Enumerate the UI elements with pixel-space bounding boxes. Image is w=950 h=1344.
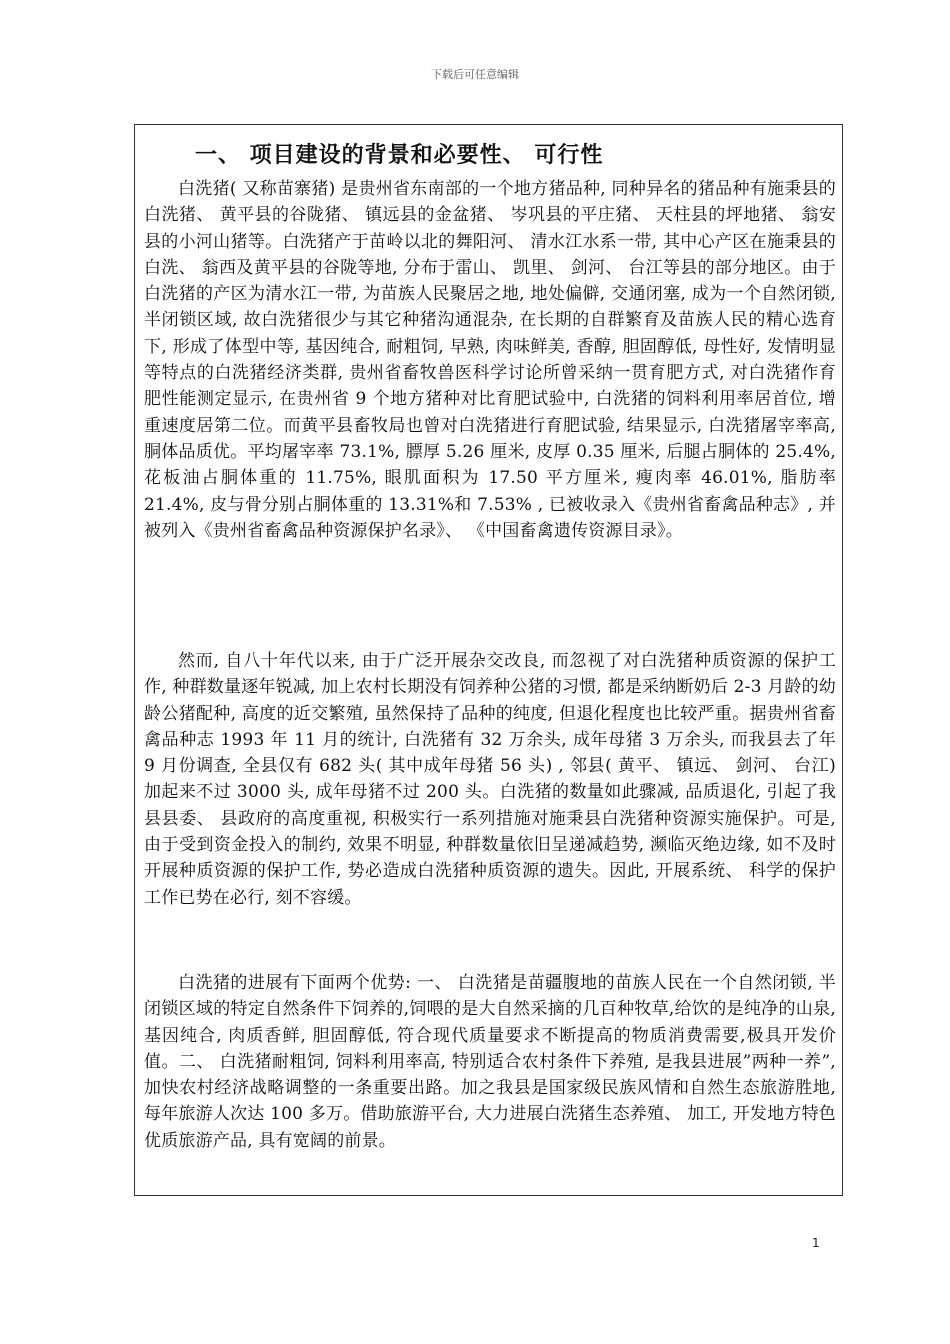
paragraph-background: 白洗猪( 又称苗寨猪) 是贵州省东南部的一个地方猪品种, 同种异名的猪品种有施秉县的白洗猪、 黄平县的谷陇猪、 镇远县的金盆猪、 岑巩县的平庄猪、 天柱县的坪地猪、 翁安县的小河山猪等。白洗猪产于苗岭以北的舞阳河、 清水江水系一带, 其中心产区在施秉县的白洗、 翁西及黄平县的谷陇等地, 分布于雷山、 凯里、 剑河、 台江等县的部分地区。由于白洗猪的产区为清水江一带, 为苗族人民聚居之地, 地处偏僻, 交通闭塞, 成为一个自然闭锁, 半闭锁区域, 故白洗猪很少与其它种猪沟通混杂, 在长期的自群繁育及苗族人民的精心选育下, 形成了体型中等, 基因纯合, 耐粗饲, 早熟, 肉味鲜美, 香醇, 胆固醇低, 母性好, 发情明显等特点的白洗猪经济类群, 贵州省畜牧兽医科学讨论所曾采纳一贯育肥方式, 对白洗猪作育肥性能测定显示, 在贵州省 9 个地方猪种对比育肥试验中, 白洗猪的饲料利用率居首位, 增重速度居第二位。而黄平县畜牧局也曾对白洗猪进行育肥试验, 结果显示, 白洗猪屠宰率高, 胴体品质优。平均屠宰率 73.1%, 膘厚 5.26 厘米, 皮厚 0.35 厘米, 后腿占胴体的 25.4%, 花板油占胴体重的 11.75%, 眼肌面积为 17.50 平方厘米, 瘦肉率 46.01%, 脂肪率 21.4%, 皮与骨分别占胴体重的 13.31%和 7.53% , 已被收录入《贵州省畜禽品种志》, 并被列入《贵州省畜禽品种资源保护名录》、 《中国畜禽遗传资源目录》。 (144, 179, 836, 541)
header-note: 下载后可任意编辑 (431, 68, 519, 81)
paragraph-necessity: 然而, 自八十年代以来, 由于广泛开展杂交改良, 而忽视了对白洗猪种质资源的保护工作, 种群数量逐年锐减, 加上农村长期没有饲养种公猪的习惯, 都是采纳断奶后 2-3 月龄的幼龄公猪配种, 高度的近交繁殖, 虽然保持了品种的纯度, 但退化程度也比较严重。据贵州省畜禽品种志 1993 年 11 月的统计, 白洗猪有 32 万余头, 成年母猪 3 万余头, 而我县去了年 9 月份调查, 全县仅有 682 头( 其中成年母猪 56 头) , 邻县( 黄平、 镇远、 剑河、 台江) 加起来不过 3000 头, 成年母猪不过 200 头。白洗猪的数量如此骤减, 品质退化, 引起了我县县委、 县政府的高度重视, 积极实行一系列措施对施秉县白洗猪种资源实施保护。可是, 由于受到资金投入的制约, 效果不明显, 种群数量依旧呈递减趋势, 濒临灭绝边缘, 如不及时开展种质资源的保护工作, 势必造成白洗猪种质资源的遗失。因此, 开展系统、 科学的保护工作已势在必行, 刻不容缓。 (144, 651, 837, 908)
section-title: 一、 项目建设的背景和必要性、 可行性 (195, 143, 604, 168)
paragraph-advantages: 白洗猪的进展有下面两个优势: 一、 白洗猪是苗疆腹地的苗族人民在一个自然闭锁, 半闭锁区域的特定自然条件下饲养的,饲喂的是大自然采摘的几百种牧草,给饮的是纯净的山泉, 基因纯合, 肉质香鲜, 胆固醇低, 符合现代质量要求不断提高的物质消费需要,极具开发价值。二、 白洗猪耐粗饲, 饲料利用率高, 特别适合农村条件下养殖, 是我县进展”两种一养”, 加快农村经济战略调整的一条重要出路。加之我县是国家级民族风情和自然生态旅游胜地, 每年旅游人次达 100 多万。借助旅游平台, 大力进展白洗猪生态养殖、 加工, 开发地方特色优质旅游产品, 具有宽阔的前景。 (144, 973, 836, 1151)
page-number: 1 (812, 1236, 820, 1250)
